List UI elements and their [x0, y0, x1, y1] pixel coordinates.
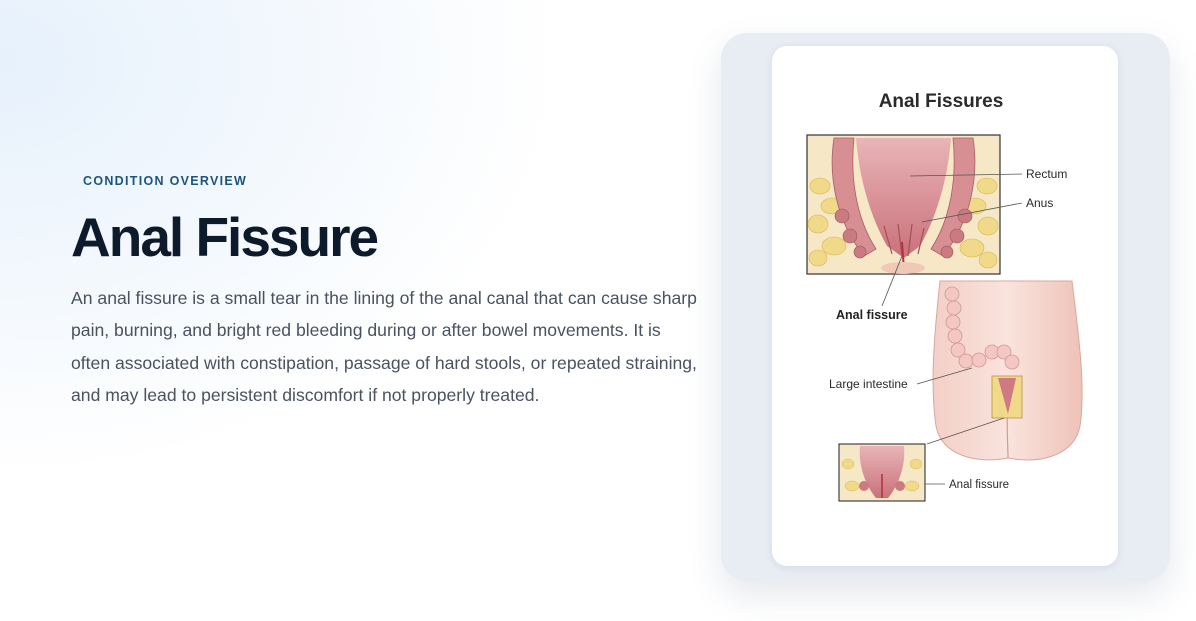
label-anal-fissure-top: Anal fissure [836, 308, 908, 322]
illustration-title: Anal Fissures [878, 91, 1004, 112]
label-large-intestine: Large intestine [829, 377, 908, 391]
label-anal-fissure-bottom: Anal fissure [949, 479, 1010, 491]
page-title: Anal Fissure [71, 206, 378, 268]
rectum-cross-section [807, 135, 1000, 274]
label-anus: Anus [1026, 196, 1054, 210]
eyebrow-label: CONDITION OVERVIEW [83, 174, 248, 188]
illustration-card [772, 46, 1118, 566]
anal-fissure-inset [839, 444, 925, 501]
label-rectum: Rectum [1026, 167, 1068, 181]
anatomy-illustration [772, 46, 1118, 566]
condition-description: An anal fissure is a small tear in the lining of the anal canal that can cause sharp pain, burning, and bright red bleeding during or after bowel movements. It is often associated with constipation, passage of hard stools, or repeated straining, and may lead to persistent discomfort if not properly treated. [71, 288, 697, 405]
body-back-view [933, 281, 1082, 460]
